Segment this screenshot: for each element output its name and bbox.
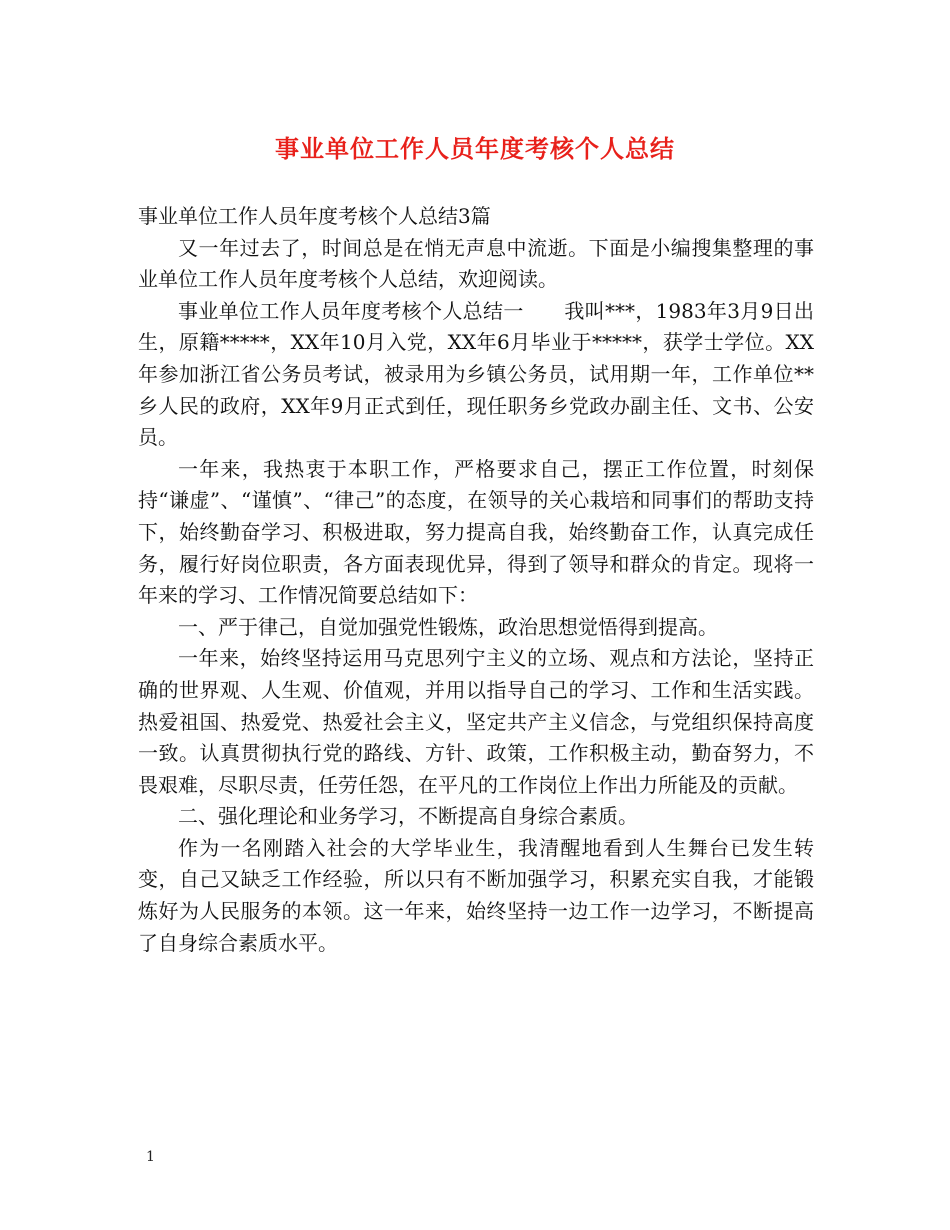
paragraph-section-1: 一年来，始终坚持运用马克思列宁主义的立场、观点和方法论，坚持正确的世界观、人生观、价值观，并用以指导自己的学习、工作和生活实践。热爱祖国、热爱党、热爱社会主义，坚定共产主义信念，与党组织保持高度一致。认真贯彻执行党的路线、方针、政策，工作积极主动，勤奋努力，不畏艰难，尽职尽责，任劳任怨，在平凡的工作岗位上作出力所能及的贡献。 [138,646,814,797]
paragraph-intro: 又一年过去了，时间总是在悄无声息中流逝。下面是小编搜集整理的事业单位工作人员年度考核个人总结，欢迎阅读。 [138,235,814,292]
section-heading-2: 二、强化理论和业务学习，不断提高自身综合素质。 [178,804,638,829]
paragraph-section-2: 作为一名刚踏入社会的大学毕业生，我清醒地看到人生舞台已发生转变，自己又缺乏工作经验，所以只有不断加强学习，积累充实自我，才能锻炼好为人民服务的本领。这一年来，始终坚持一边工作一边学习，不断提高了自身综合素质水平。 [138,835,814,955]
document-subtitle: 事业单位工作人员年度考核个人总结3篇 [138,204,491,228]
paragraph-self-introduction: 事业单位工作人员年度考核个人总结一 我叫***，1983年3月9日出生，原籍*****，XX年10月入党，XX年6月毕业于*****，获学士学位。XX年参加浙江省公务员考试，被录用为乡镇公务员，试用期一年，工作单位**乡人民的政府，XX年9月正式到任，现任职务乡党政办副主任、文书、公安员。 [138,298,814,450]
page-number: 1 [146,1149,155,1165]
section-heading-1: 一、严于律己，自觉加强党性锻炼，政治思想觉悟得到提高。 [178,614,718,639]
document-body [138,201,814,959]
document-title: 事业单位工作人员年度考核个人总结 [275,135,675,163]
paragraph-overview: 一年来，我热衷于本职工作，严格要求自己，摆正工作位置，时刻保持“谦虚”、“谨慎”、“律己”的态度，在领导的关心栽培和同事们的帮助支持下，始终勤奋学习、积极进取，努力提高自我，始终勤奋工作，认真完成任务，履行好岗位职责，各方面表现优异，得到了领导和群众的肯定。现将一年来的学习、工作情况简要总结如下： [138,456,814,608]
